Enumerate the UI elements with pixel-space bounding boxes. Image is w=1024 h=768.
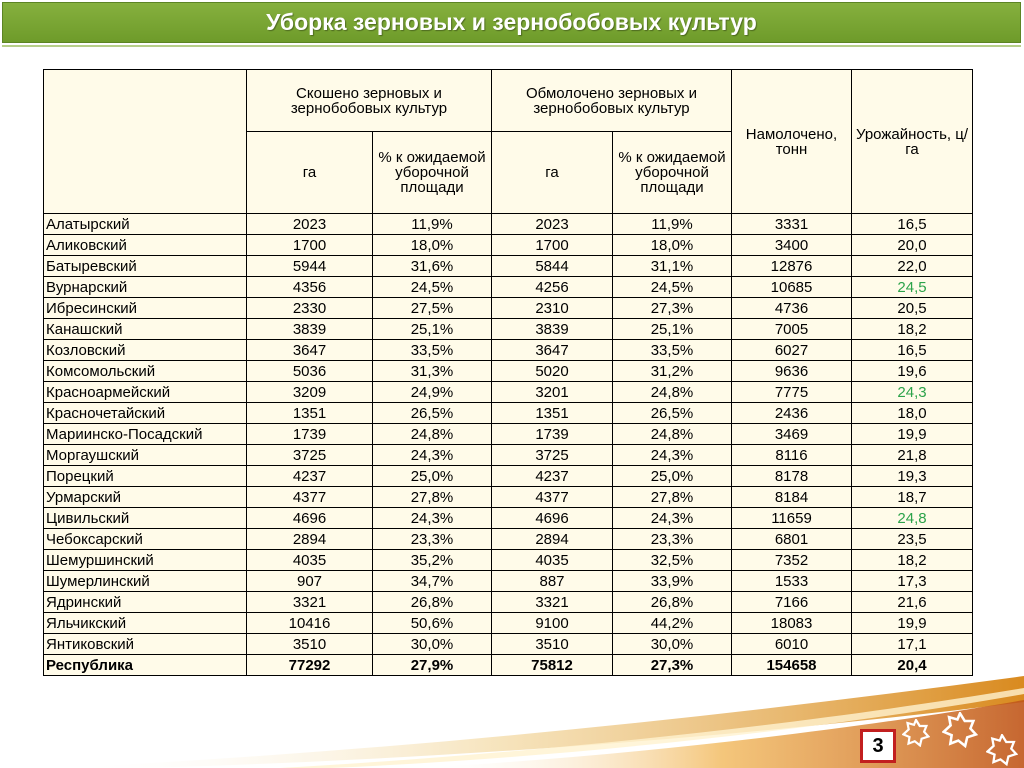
star-icon xyxy=(902,719,930,747)
mowed-ha-header: га xyxy=(247,132,373,214)
district-cell: Аликовский xyxy=(44,235,247,256)
mowed-ha-cell: 3510 xyxy=(247,634,373,655)
mowed-pct-cell: 34,7% xyxy=(373,571,492,592)
mowed-ha-cell: 3725 xyxy=(247,445,373,466)
yield-cell: 19,9 xyxy=(852,424,973,445)
harvested-tons-cell: 6027 xyxy=(732,340,852,361)
mowed-ha-cell: 2023 xyxy=(247,214,373,235)
mowed-pct-header: % к ожидаемой уборочной площади xyxy=(373,132,492,214)
yield-cell: 21,6 xyxy=(852,592,973,613)
district-cell: Янтиковский xyxy=(44,634,247,655)
mowed-ha-cell: 4356 xyxy=(247,277,373,298)
yield-cell: 20,0 xyxy=(852,235,973,256)
threshed-pct-cell: 31,2% xyxy=(613,361,732,382)
threshed-pct-cell: 18,0% xyxy=(613,235,732,256)
threshed-ha-cell: 3839 xyxy=(492,319,613,340)
yield-cell: 16,5 xyxy=(852,214,973,235)
threshed-pct-cell: 26,5% xyxy=(613,403,732,424)
district-cell: Комсомольский xyxy=(44,361,247,382)
district-cell: Ибресинский xyxy=(44,298,247,319)
mowed-ha-cell: 3321 xyxy=(247,592,373,613)
mowed-pct-cell: 11,9% xyxy=(373,214,492,235)
threshed-pct-cell: 24,8% xyxy=(613,424,732,445)
mowed-pct-cell: 30,0% xyxy=(373,634,492,655)
threshed-ha-cell: 4237 xyxy=(492,466,613,487)
district-cell: Ядринский xyxy=(44,592,247,613)
district-cell: Чебоксарский xyxy=(44,529,247,550)
threshed-pct-cell: 26,8% xyxy=(613,592,732,613)
total-mowed-ha-cell: 77292 xyxy=(247,655,373,676)
harvested-tons-cell: 7166 xyxy=(732,592,852,613)
district-cell: Шумерлинский xyxy=(44,571,247,592)
threshed-pct-cell: 27,3% xyxy=(613,298,732,319)
yield-cell: 19,3 xyxy=(852,466,973,487)
threshed-pct-cell: 32,5% xyxy=(613,550,732,571)
harvested-tons-cell: 2436 xyxy=(732,403,852,424)
district-cell: Моргаушский xyxy=(44,445,247,466)
yield-cell: 16,5 xyxy=(852,340,973,361)
district-cell: Вурнарский xyxy=(44,277,247,298)
threshed-pct-cell: 23,3% xyxy=(613,529,732,550)
page-number: 3 xyxy=(863,732,893,760)
mowed-ha-cell: 1700 xyxy=(247,235,373,256)
mowed-pct-cell: 50,6% xyxy=(373,613,492,634)
yield-cell: 18,2 xyxy=(852,319,973,340)
harvested-tons-cell: 8178 xyxy=(732,466,852,487)
mowed-pct-cell: 31,3% xyxy=(373,361,492,382)
district-cell: Алатырский xyxy=(44,214,247,235)
threshed-ha-cell: 5020 xyxy=(492,361,613,382)
mowed-ha-cell: 1351 xyxy=(247,403,373,424)
yield-cell: 24,3 xyxy=(852,382,973,403)
yield-cell: 18,0 xyxy=(852,403,973,424)
mowed-pct-cell: 23,3% xyxy=(373,529,492,550)
mowed-pct-cell: 24,3% xyxy=(373,445,492,466)
threshed-ha-cell: 9100 xyxy=(492,613,613,634)
district-cell: Мариинско-Посадский xyxy=(44,424,247,445)
harvested-tons-cell: 8184 xyxy=(732,487,852,508)
mowed-ha-cell: 4377 xyxy=(247,487,373,508)
mowed-pct-cell: 24,8% xyxy=(373,424,492,445)
threshed-ha-cell: 887 xyxy=(492,571,613,592)
threshed-pct-cell: 25,0% xyxy=(613,466,732,487)
district-cell: Красноармейский xyxy=(44,382,247,403)
threshed-ha-cell: 4256 xyxy=(492,277,613,298)
threshed-ha-cell: 4377 xyxy=(492,487,613,508)
yield-cell: 19,6 xyxy=(852,361,973,382)
yield-cell: 18,2 xyxy=(852,550,973,571)
mowed-ha-cell: 5036 xyxy=(247,361,373,382)
yield-cell: 20,5 xyxy=(852,298,973,319)
threshed-pct-cell: 11,9% xyxy=(613,214,732,235)
threshed-pct-cell: 44,2% xyxy=(613,613,732,634)
district-cell: Яльчикский xyxy=(44,613,247,634)
star-icon xyxy=(986,734,1018,766)
harvested-tons-cell: 3469 xyxy=(732,424,852,445)
threshed-ha-cell: 5844 xyxy=(492,256,613,277)
total-mowed-pct-cell: 27,9% xyxy=(373,655,492,676)
threshed-pct-cell: 27,8% xyxy=(613,487,732,508)
mowed-pct-cell: 26,5% xyxy=(373,403,492,424)
harvested-header: Намолочено, тонн xyxy=(732,70,852,214)
mowed-ha-cell: 4237 xyxy=(247,466,373,487)
threshed-ha-cell: 1700 xyxy=(492,235,613,256)
threshed-ha-cell: 3647 xyxy=(492,340,613,361)
threshed-ha-cell: 2894 xyxy=(492,529,613,550)
mowed-ha-cell: 3839 xyxy=(247,319,373,340)
total-threshed-ha-cell: 75812 xyxy=(492,655,613,676)
threshed-ha-cell: 3725 xyxy=(492,445,613,466)
district-cell: Урмарский xyxy=(44,487,247,508)
harvested-tons-cell: 3331 xyxy=(732,214,852,235)
harvested-tons-cell: 18083 xyxy=(732,613,852,634)
threshed-pct-cell: 24,5% xyxy=(613,277,732,298)
yield-cell: 21,8 xyxy=(852,445,973,466)
mowed-pct-cell: 27,5% xyxy=(373,298,492,319)
harvested-tons-cell: 7775 xyxy=(732,382,852,403)
threshed-pct-header: % к ожидаемой уборочной площади xyxy=(613,132,732,214)
mowed-pct-cell: 33,5% xyxy=(373,340,492,361)
total-district-cell: Республика xyxy=(44,655,247,676)
threshed-ha-cell: 3201 xyxy=(492,382,613,403)
yield-cell: 17,1 xyxy=(852,634,973,655)
slide-title: Уборка зерновых и зернобобовых культур xyxy=(2,2,1021,43)
mowed-ha-cell: 4035 xyxy=(247,550,373,571)
mowed-ha-cell: 3647 xyxy=(247,340,373,361)
threshed-pct-cell: 33,9% xyxy=(613,571,732,592)
threshed-pct-cell: 24,8% xyxy=(613,382,732,403)
mowed-ha-cell: 2894 xyxy=(247,529,373,550)
district-cell: Батыревский xyxy=(44,256,247,277)
mowed-pct-cell: 25,0% xyxy=(373,466,492,487)
threshed-ha-cell: 3510 xyxy=(492,634,613,655)
harvested-tons-cell: 11659 xyxy=(732,508,852,529)
district-cell: Цивильский xyxy=(44,508,247,529)
harvested-tons-cell: 1533 xyxy=(732,571,852,592)
star-icon xyxy=(942,712,978,748)
mowed-pct-cell: 31,6% xyxy=(373,256,492,277)
threshed-pct-cell: 31,1% xyxy=(613,256,732,277)
mowed-pct-cell: 24,5% xyxy=(373,277,492,298)
mowed-pct-cell: 27,8% xyxy=(373,487,492,508)
mowed-ha-cell: 1739 xyxy=(247,424,373,445)
mowed-pct-cell: 25,1% xyxy=(373,319,492,340)
threshed-pct-cell: 24,3% xyxy=(613,445,732,466)
mowed-ha-cell: 3209 xyxy=(247,382,373,403)
threshed-ha-cell: 4035 xyxy=(492,550,613,571)
threshed-pct-cell: 30,0% xyxy=(613,634,732,655)
mowed-ha-cell: 10416 xyxy=(247,613,373,634)
threshed-ha-header: га xyxy=(492,132,613,214)
mowed-ha-cell: 4696 xyxy=(247,508,373,529)
threshed-ha-cell: 2023 xyxy=(492,214,613,235)
mowed-ha-cell: 907 xyxy=(247,571,373,592)
harvested-tons-cell: 4736 xyxy=(732,298,852,319)
threshed-ha-cell: 4696 xyxy=(492,508,613,529)
threshed-pct-cell: 25,1% xyxy=(613,319,732,340)
page-number-badge xyxy=(860,729,896,763)
threshed-ha-cell: 1351 xyxy=(492,403,613,424)
threshed-pct-cell: 24,3% xyxy=(613,508,732,529)
mowed-ha-cell: 5944 xyxy=(247,256,373,277)
mowed-ha-cell: 2330 xyxy=(247,298,373,319)
harvested-tons-cell: 8116 xyxy=(732,445,852,466)
yield-cell: 19,9 xyxy=(852,613,973,634)
yield-cell: 22,0 xyxy=(852,256,973,277)
mowed-pct-cell: 24,9% xyxy=(373,382,492,403)
threshed-header: Обмолочено зерновых и зернобобовых культур xyxy=(492,70,732,132)
harvested-tons-cell: 3400 xyxy=(732,235,852,256)
district-cell: Канашский xyxy=(44,319,247,340)
district-cell: Красночетайский xyxy=(44,403,247,424)
harvested-tons-cell: 12876 xyxy=(732,256,852,277)
harvested-tons-cell: 10685 xyxy=(732,277,852,298)
harvested-tons-cell: 7352 xyxy=(732,550,852,571)
total-threshed-pct-cell: 27,3% xyxy=(613,655,732,676)
yield-cell: 23,5 xyxy=(852,529,973,550)
harvested-tons-cell: 6801 xyxy=(732,529,852,550)
mowed-header: Скошено зерновых и зернобобовых культур xyxy=(247,70,492,132)
threshed-ha-cell: 1739 xyxy=(492,424,613,445)
mowed-pct-cell: 24,3% xyxy=(373,508,492,529)
threshed-ha-cell: 3321 xyxy=(492,592,613,613)
threshed-pct-cell: 33,5% xyxy=(613,340,732,361)
total-yield-cell: 20,4 xyxy=(852,655,973,676)
yield-cell: 17,3 xyxy=(852,571,973,592)
threshed-ha-cell: 2310 xyxy=(492,298,613,319)
mowed-pct-cell: 35,2% xyxy=(373,550,492,571)
yield-header: Урожайность, ц/га xyxy=(852,70,973,214)
mowed-pct-cell: 26,8% xyxy=(373,592,492,613)
district-cell: Порецкий xyxy=(44,466,247,487)
harvested-tons-cell: 9636 xyxy=(732,361,852,382)
mowed-pct-cell: 18,0% xyxy=(373,235,492,256)
total-harvested-tons-cell: 154658 xyxy=(732,655,852,676)
yield-cell: 24,8 xyxy=(852,508,973,529)
harvested-tons-cell: 7005 xyxy=(732,319,852,340)
district-cell: Козловский xyxy=(44,340,247,361)
harvested-tons-cell: 6010 xyxy=(732,634,852,655)
yield-cell: 24,5 xyxy=(852,277,973,298)
yield-cell: 18,7 xyxy=(852,487,973,508)
district-cell: Шемуршинский xyxy=(44,550,247,571)
